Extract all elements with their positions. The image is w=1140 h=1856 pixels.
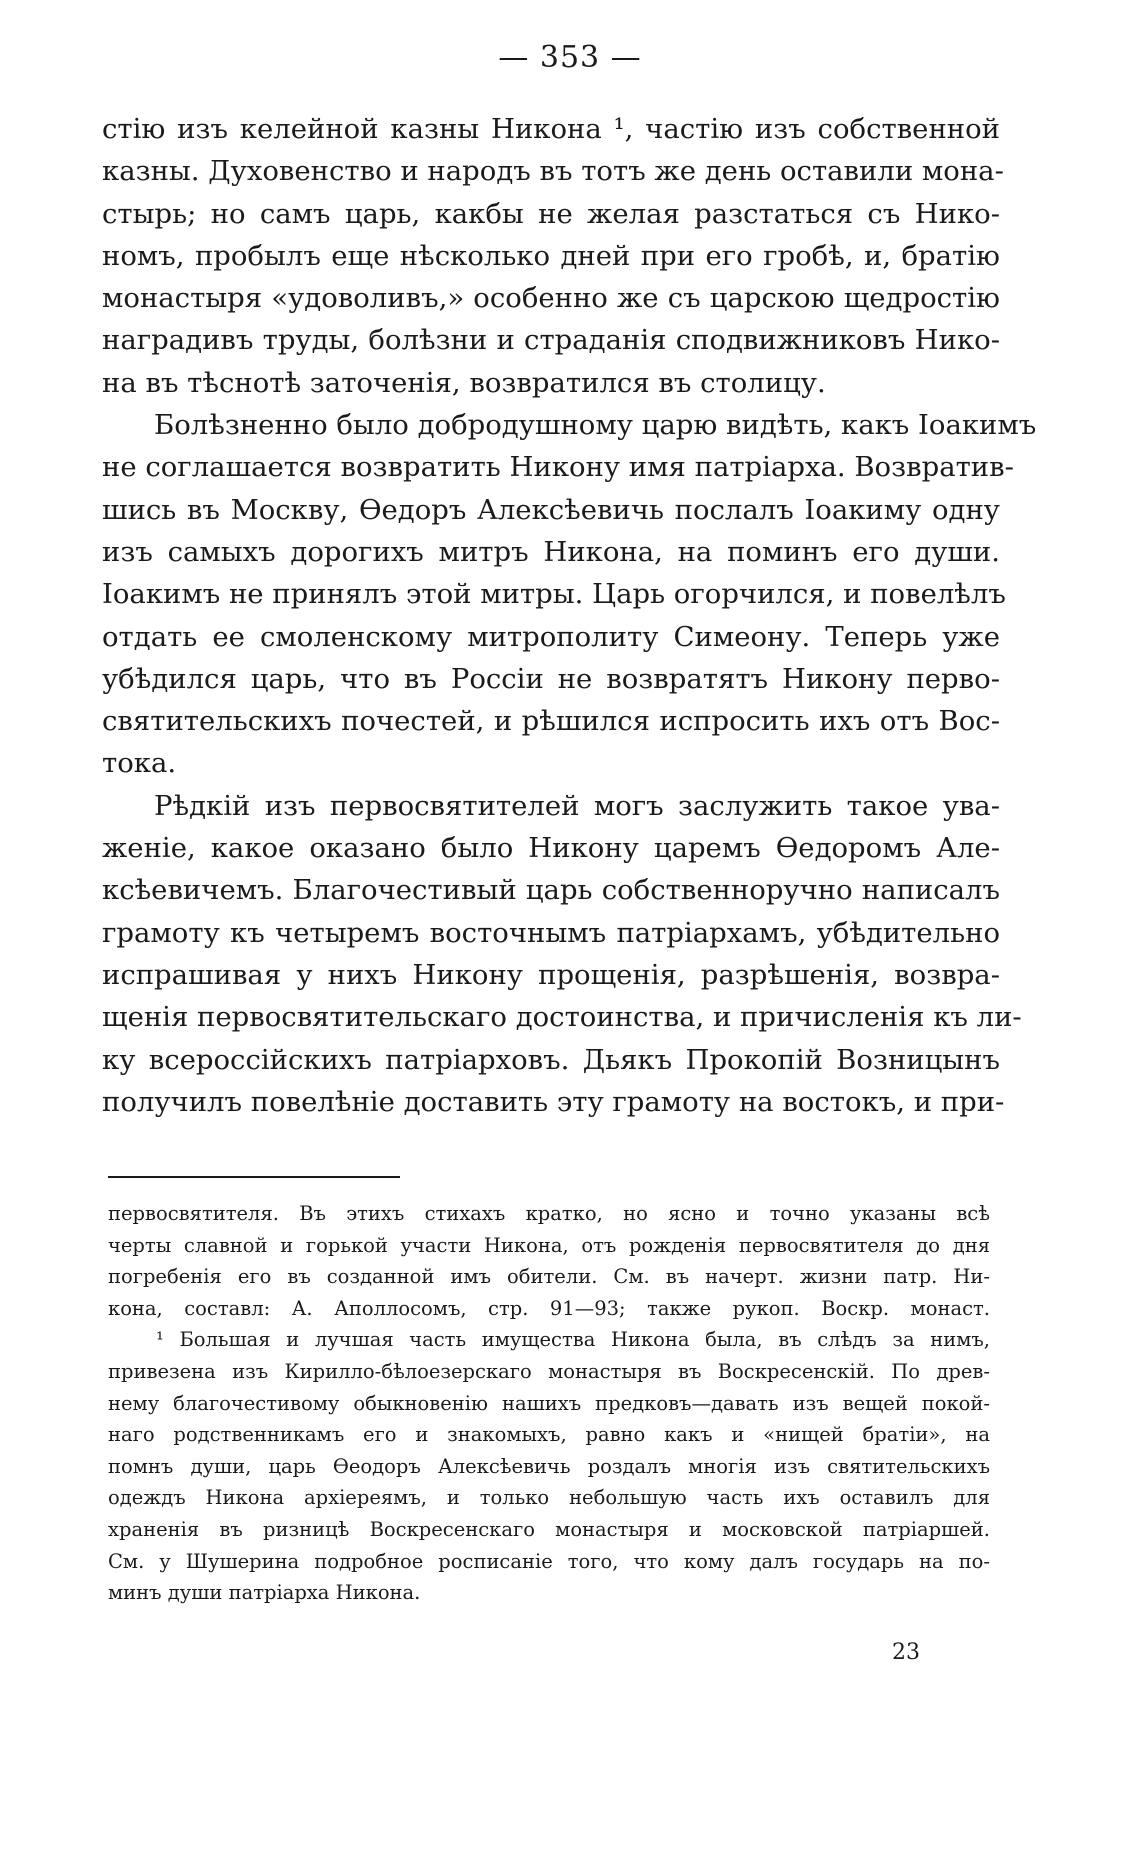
paragraph-start-line: Болѣзненно было добродушному царю видѣть, какъ Іоакимъ [154,409,1037,442]
footnote-line: погребенія его въ созданной имъ обители. См. въ начерт. жизни патр. Ни- [108,1265,990,1289]
footnote-line: одеждъ Никона архіереямъ, и только небольшую часть ихъ оставилъ для [108,1486,990,1510]
text-line: Іоакимъ не принялъ этой митры. Царь огорчился, и повелѣлъ [102,578,1006,611]
footnote-line: привезена изъ Кирилло-бѣлоезерскаго монастыря въ Воскресенскій. По древ- [108,1359,990,1383]
text-line: наградивъ труды, болѣзни и страданія сподвижниковъ Нико- [102,324,1000,357]
text-line: шись въ Москву, Ѳедоръ Алексѣевичь послалъ Іоакиму одну [102,493,1000,526]
footnote-line: первосвятителя. Въ этихъ стихахъ кратко, но ясно и точно указаны всѣ [108,1202,990,1225]
text-line: тока. [102,747,177,780]
footnote-line: черты славной и горькой участи Никона, отъ рожденія первосвятителя до дня [108,1233,990,1257]
printer-signature-mark: 23 [892,1640,920,1665]
page-number: — 353 — [498,40,642,75]
text-line: убѣдился царь, что въ Россіи не возвратятъ Никону перво- [102,662,1000,695]
footnotes-block [108,1198,990,1609]
text-line: монастыря «удоволивъ,» особенно же съ царскою щедростію [102,282,1000,315]
footnote-line: кона, составл: А. Аполлосомъ, стр. 91—93; также рукоп. Воскр. монаст. [108,1296,990,1320]
text-line: изъ самыхъ дорогихъ митръ Никона, на поминъ его души. [102,535,1000,568]
footnote-line: помнъ души, царь Ѳеодоръ Алексѣевичь роздалъ многія изъ святительскихъ [108,1454,990,1478]
text-line: на въ тѣснотѣ заточенія, возвратился въ столицу. [102,366,826,399]
footnote-start-line: ¹ Большая и лучшая часть имущества Никона была, въ слѣдъ за нимъ, [156,1328,990,1352]
footnote-divider [108,1176,400,1178]
text-line: испрашивая у нихъ Никону прощенія, разрѣшенія, возвра- [102,958,1000,991]
text-line: щенія первосвятительскаго достоинства, и причисленія къ ли- [102,1001,1022,1034]
main-text-body [102,108,1037,1123]
text-line: святительскихъ почестей, и рѣшился испросить ихъ отъ Вос- [102,705,1000,738]
text-line: грамоту къ четыремъ восточнымъ патріархамъ, убѣдительно [102,916,1000,949]
text-line: ку всероссійскихъ патріарховъ. Дьякъ Прокопій Возницынъ [102,1043,1000,1076]
footnote-line: минъ души патріарха Никона. [108,1581,421,1605]
footnote-line: См. у Шушерина подробное росписаніе того, что кому далъ государь на по- [108,1549,990,1573]
paragraph-start-line: Рѣдкій изъ первосвятителей могъ заслужить такое ува- [154,789,1000,822]
text-line: стырь; но самъ царь, какбы не желая разстаться съ Нико- [102,197,1000,230]
footnote-line: нему благочестивому обыкновенію нашихъ предковъ—давать изъ вещей покой- [108,1391,990,1415]
text-line: стію изъ келейной казны Никона ¹, частію изъ собственной [102,113,1000,145]
text-line: ксѣевичемъ. Благочестивый царь собственноручно написалъ [102,874,1000,907]
text-line: женіе, какое оказано было Никону царемъ Ѳедоромъ Але- [102,832,1000,865]
text-line: отдать ее смоленскому митрополиту Симеону. Теперь уже [102,620,1000,653]
text-line: получилъ повелѣніе доставить эту грамоту на востокъ, и при- [102,1085,1005,1118]
text-line: казны. Духовенство и народъ въ тотъ же день оставили мона- [102,155,1004,188]
text-line: номъ, пробылъ еще нѣсколько дней при его гробѣ, и, братію [102,239,1000,272]
footnote-line: храненія въ ризницѣ Воскресенскаго монастыря и московской патріаршей. [108,1517,990,1541]
text-line: не соглашается возвратить Никону имя патріарха. Возвратив- [102,451,1014,484]
footnote-line: наго родственникамъ его и знакомыхъ, равно какъ и «нищей братіи», на [108,1423,990,1447]
